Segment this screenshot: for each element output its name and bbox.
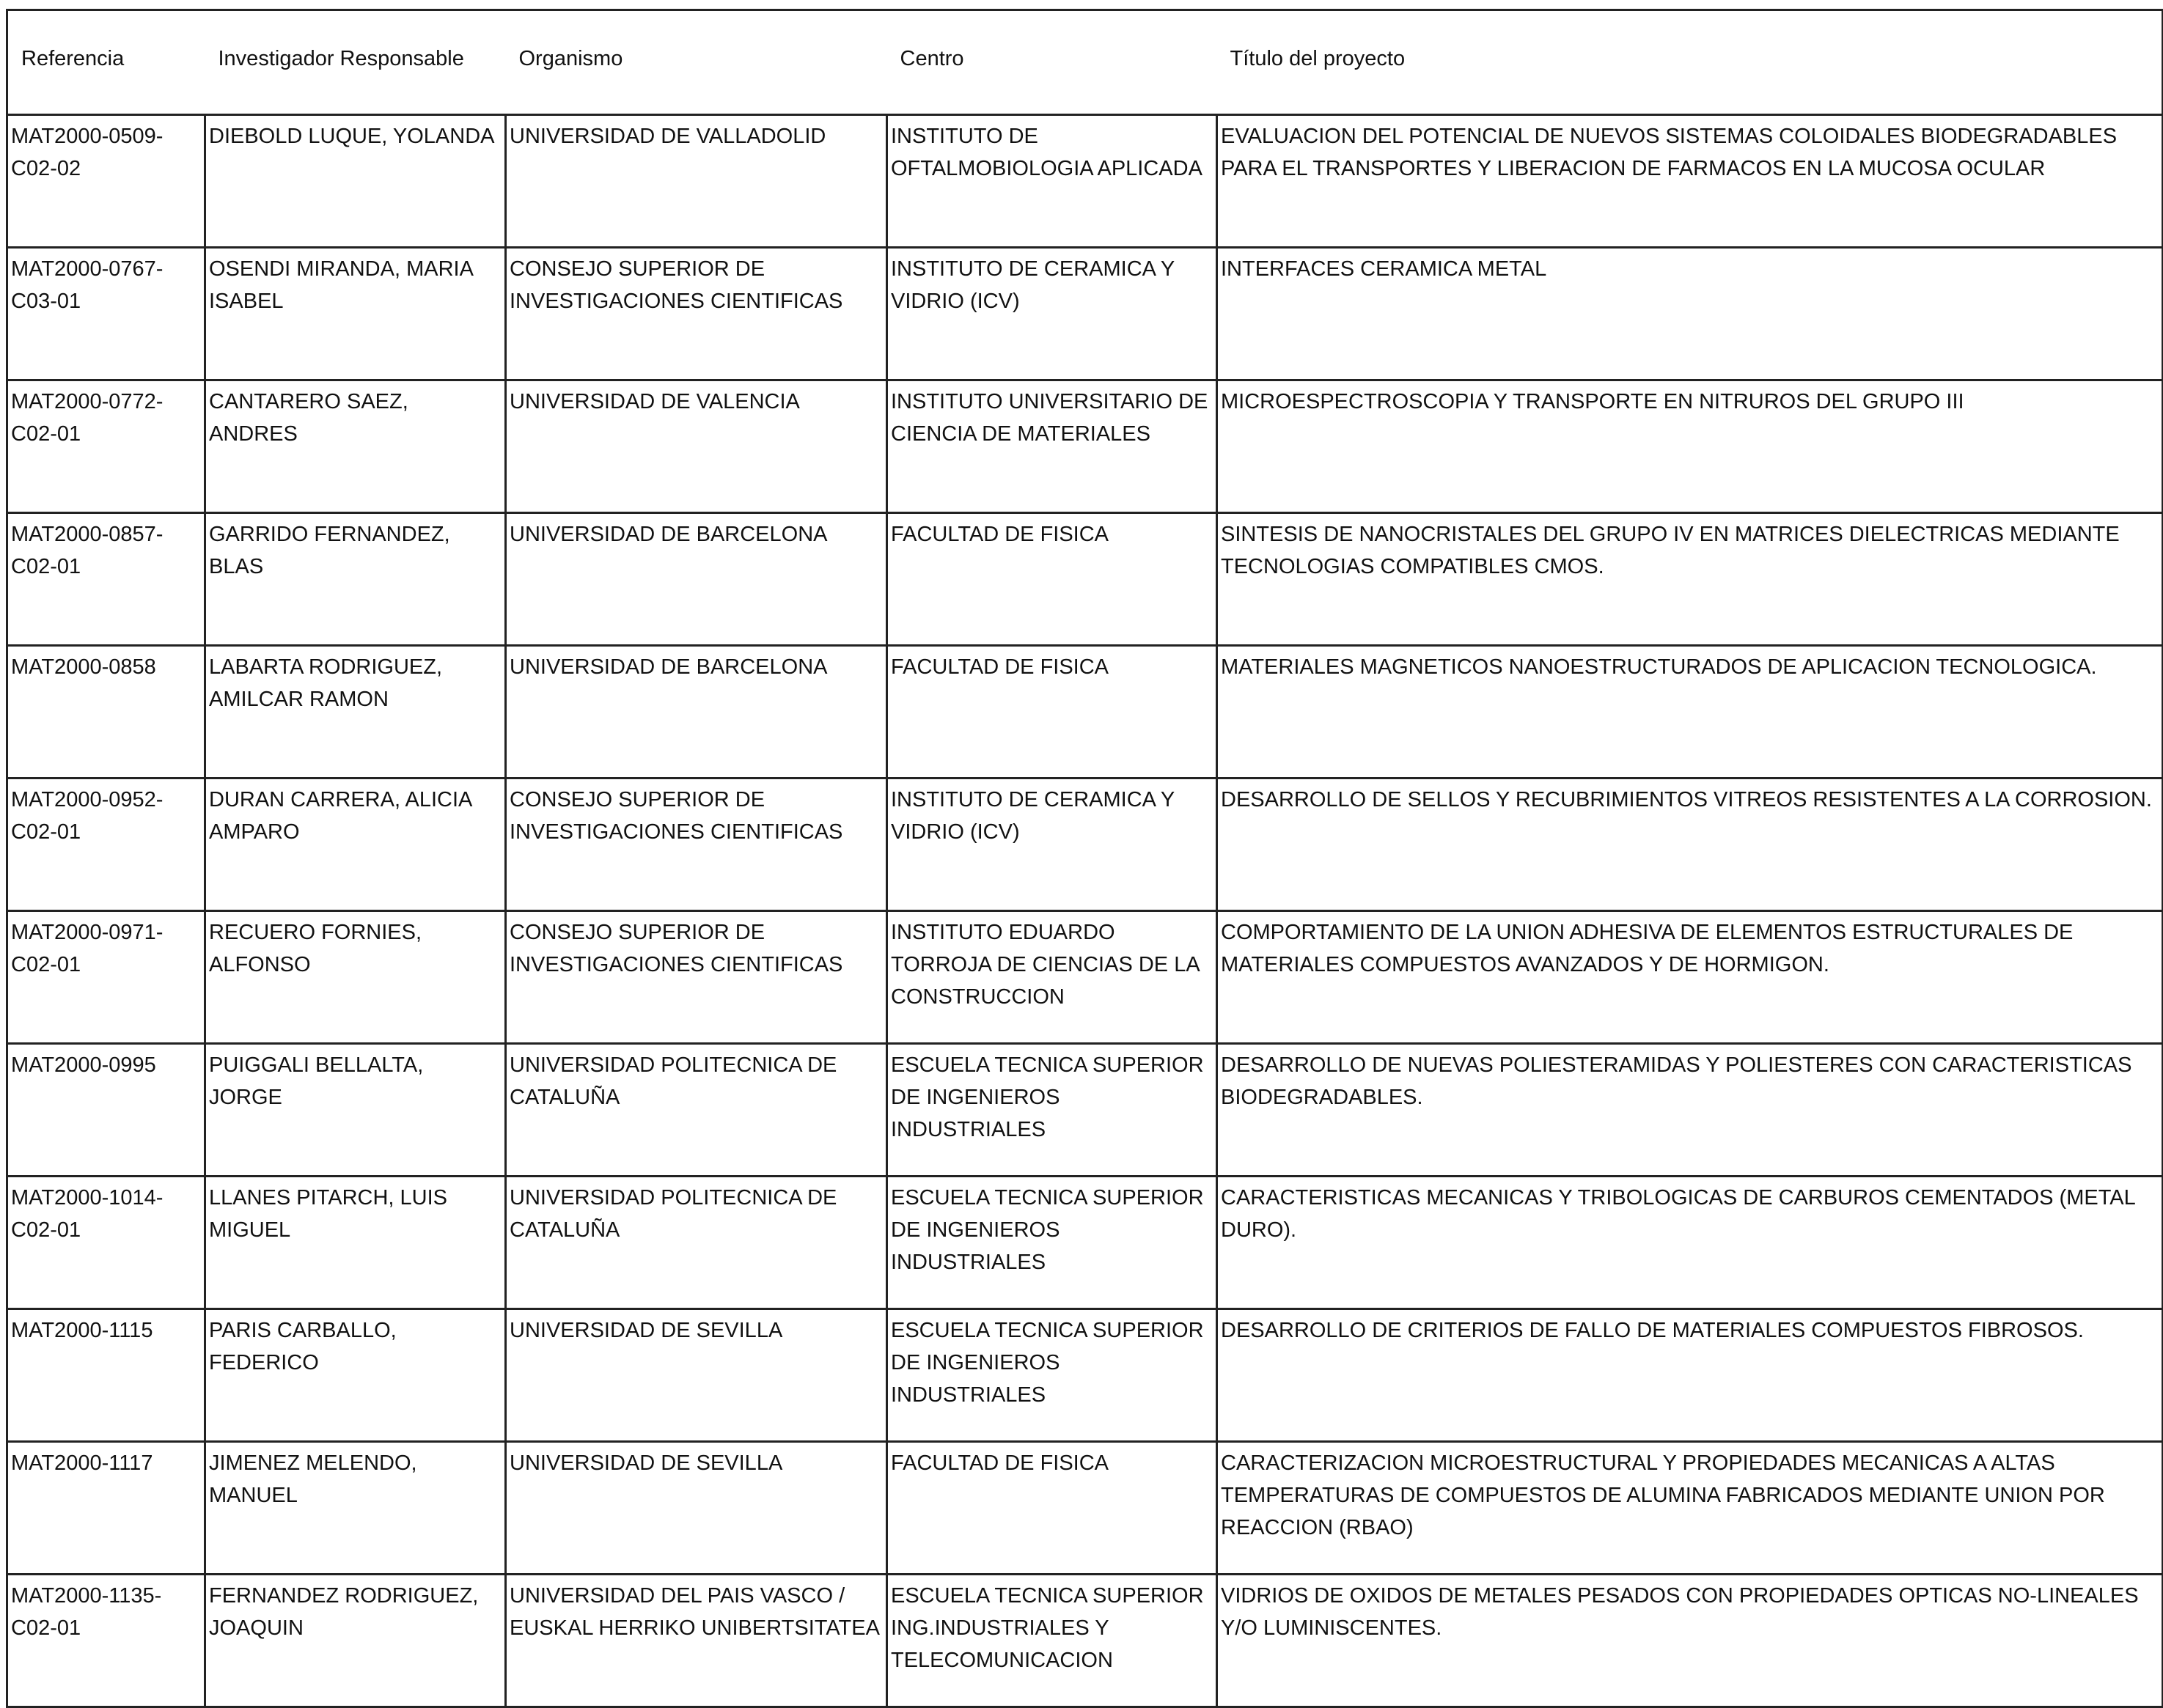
cell-centro: INSTITUTO DE CERAMICA Y VIDRIO (ICV)	[887, 778, 1217, 911]
cell-centro: INSTITUTO EDUARDO TORROJA DE CIENCIAS DE LA CONSTRUCCION	[887, 911, 1217, 1044]
cell-centro: ESCUELA TECNICA SUPERIOR DE INGENIEROS INDUSTRIALES	[887, 1044, 1217, 1177]
cell-organismo: UNIVERSIDAD DEL PAIS VASCO / EUSKAL HERRIKO UNIBERTSITATEA	[506, 1575, 887, 1707]
table-header-row	[7, 10, 2163, 115]
cell-referencia: MAT2000-0971-C02-01	[7, 911, 205, 1044]
table-row	[7, 115, 2163, 248]
table-row	[7, 380, 2163, 513]
header-titulo: Título del proyecto	[1217, 10, 2163, 115]
table-row	[7, 778, 2163, 911]
cell-centro: FACULTAD DE FISICA	[887, 646, 1217, 778]
cell-organismo: UNIVERSIDAD DE SEVILLA	[506, 1442, 887, 1575]
cell-centro: INSTITUTO DE CERAMICA Y VIDRIO (ICV)	[887, 248, 1217, 380]
cell-organismo: UNIVERSIDAD DE VALLADOLID	[506, 115, 887, 248]
table-row	[7, 1575, 2163, 1707]
cell-investigador: OSENDI MIRANDA, MARIA ISABEL	[205, 248, 506, 380]
cell-investigador: PARIS CARBALLO, FEDERICO	[205, 1309, 506, 1442]
cell-referencia: MAT2000-1117	[7, 1442, 205, 1575]
cell-investigador: LABARTA RODRIGUEZ, AMILCAR RAMON	[205, 646, 506, 778]
cell-titulo: INTERFACES CERAMICA METAL	[1217, 248, 2163, 380]
cell-investigador: JIMENEZ MELENDO, MANUEL	[205, 1442, 506, 1575]
cell-organismo: UNIVERSIDAD POLITECNICA DE CATALUÑA	[506, 1044, 887, 1177]
cell-organismo: UNIVERSIDAD DE VALENCIA	[506, 380, 887, 513]
cell-titulo: DESARROLLO DE CRITERIOS DE FALLO DE MATERIALES COMPUESTOS FIBROSOS.	[1217, 1309, 2163, 1442]
cell-referencia: MAT2000-1135-C02-01	[7, 1575, 205, 1707]
cell-referencia: MAT2000-0772-C02-01	[7, 380, 205, 513]
header-referencia: Referencia	[7, 10, 205, 115]
cell-centro: FACULTAD DE FISICA	[887, 513, 1217, 646]
table-row	[7, 248, 2163, 380]
table-row	[7, 1177, 2163, 1309]
cell-titulo: CARACTERIZACION MICROESTRUCTURAL Y PROPIEDADES MECANICAS A ALTAS TEMPERATURAS DE COMPUESTOS DE ALUMINA FABRICADOS MEDIANTE UNION POR REACCION (RBAO)	[1217, 1442, 2163, 1575]
cell-centro: INSTITUTO UNIVERSITARIO DE CIENCIA DE MATERIALES	[887, 380, 1217, 513]
cell-titulo: MATERIALES MAGNETICOS NANOESTRUCTURADOS DE APLICACION TECNOLOGICA.	[1217, 646, 2163, 778]
cell-titulo: CARACTERISTICAS MECANICAS Y TRIBOLOGICAS DE CARBUROS CEMENTADOS (METAL DURO).	[1217, 1177, 2163, 1309]
cell-organismo: UNIVERSIDAD POLITECNICA DE CATALUÑA	[506, 1177, 887, 1309]
cell-titulo: MICROESPECTROSCOPIA Y TRANSPORTE EN NITRUROS DEL GRUPO III	[1217, 380, 2163, 513]
cell-centro: FACULTAD DE FISICA	[887, 1442, 1217, 1575]
table-row	[7, 1309, 2163, 1442]
table-body	[7, 115, 2163, 1707]
cell-titulo: SINTESIS DE NANOCRISTALES DEL GRUPO IV EN MATRICES DIELECTRICAS MEDIANTE TECNOLOGIAS COMPATIBLES CMOS.	[1217, 513, 2163, 646]
cell-investigador: DIEBOLD LUQUE, YOLANDA	[205, 115, 506, 248]
table-row	[7, 646, 2163, 778]
cell-organismo: UNIVERSIDAD DE BARCELONA	[506, 646, 887, 778]
header-investigador: Investigador Responsable	[205, 10, 506, 115]
cell-investigador: RECUERO FORNIES, ALFONSO	[205, 911, 506, 1044]
table-row	[7, 911, 2163, 1044]
cell-investigador: GARRIDO FERNANDEZ, BLAS	[205, 513, 506, 646]
cell-titulo: COMPORTAMIENTO DE LA UNION ADHESIVA DE ELEMENTOS ESTRUCTURALES DE MATERIALES COMPUESTOS AVANZADOS Y DE HORMIGON.	[1217, 911, 2163, 1044]
cell-centro: ESCUELA TECNICA SUPERIOR ING.INDUSTRIALES Y TELECOMUNICACION	[887, 1575, 1217, 1707]
cell-centro: ESCUELA TECNICA SUPERIOR DE INGENIEROS INDUSTRIALES	[887, 1309, 1217, 1442]
cell-referencia: MAT2000-0857-C02-01	[7, 513, 205, 646]
cell-titulo: DESARROLLO DE SELLOS Y RECUBRIMIENTOS VITREOS RESISTENTES A LA CORROSION.	[1217, 778, 2163, 911]
cell-referencia: MAT2000-0952-C02-01	[7, 778, 205, 911]
cell-organismo: UNIVERSIDAD DE BARCELONA	[506, 513, 887, 646]
header-organismo: Organismo	[506, 10, 887, 115]
table-row	[7, 1044, 2163, 1177]
cell-referencia: MAT2000-0509-C02-02	[7, 115, 205, 248]
cell-investigador: CANTARERO SAEZ, ANDRES	[205, 380, 506, 513]
cell-investigador: DURAN CARRERA, ALICIA AMPARO	[205, 778, 506, 911]
cell-organismo: CONSEJO SUPERIOR DE INVESTIGACIONES CIENTIFICAS	[506, 248, 887, 380]
cell-referencia: MAT2000-0995	[7, 1044, 205, 1177]
cell-titulo: EVALUACION DEL POTENCIAL DE NUEVOS SISTEMAS COLOIDALES BIODEGRADABLES PARA EL TRANSPORTES Y LIBERACION DE FARMACOS EN LA MUCOSA OCULAR	[1217, 115, 2163, 248]
table-row	[7, 513, 2163, 646]
projects-table	[6, 9, 2163, 1708]
cell-investigador: FERNANDEZ RODRIGUEZ, JOAQUIN	[205, 1575, 506, 1707]
cell-titulo: DESARROLLO DE NUEVAS POLIESTERAMIDAS Y POLIESTERES CON CARACTERISTICAS BIODEGRADABLES.	[1217, 1044, 2163, 1177]
cell-organismo: UNIVERSIDAD DE SEVILLA	[506, 1309, 887, 1442]
cell-organismo: CONSEJO SUPERIOR DE INVESTIGACIONES CIENTIFICAS	[506, 911, 887, 1044]
cell-centro: INSTITUTO DE OFTALMOBIOLOGIA APLICADA	[887, 115, 1217, 248]
cell-centro: ESCUELA TECNICA SUPERIOR DE INGENIEROS INDUSTRIALES	[887, 1177, 1217, 1309]
cell-referencia: MAT2000-1115	[7, 1309, 205, 1442]
cell-referencia: MAT2000-1014-C02-01	[7, 1177, 205, 1309]
table-row	[7, 1442, 2163, 1575]
cell-referencia: MAT2000-0767-C03-01	[7, 248, 205, 380]
cell-organismo: CONSEJO SUPERIOR DE INVESTIGACIONES CIENTIFICAS	[506, 778, 887, 911]
document-page	[6, 9, 2162, 1672]
cell-titulo: VIDRIOS DE OXIDOS DE METALES PESADOS CON PROPIEDADES OPTICAS NO-LINEALES Y/O LUMINISCENTES.	[1217, 1575, 2163, 1707]
cell-investigador: PUIGGALI BELLALTA, JORGE	[205, 1044, 506, 1177]
header-centro: Centro	[887, 10, 1217, 115]
cell-investigador: LLANES PITARCH, LUIS MIGUEL	[205, 1177, 506, 1309]
cell-referencia: MAT2000-0858	[7, 646, 205, 778]
